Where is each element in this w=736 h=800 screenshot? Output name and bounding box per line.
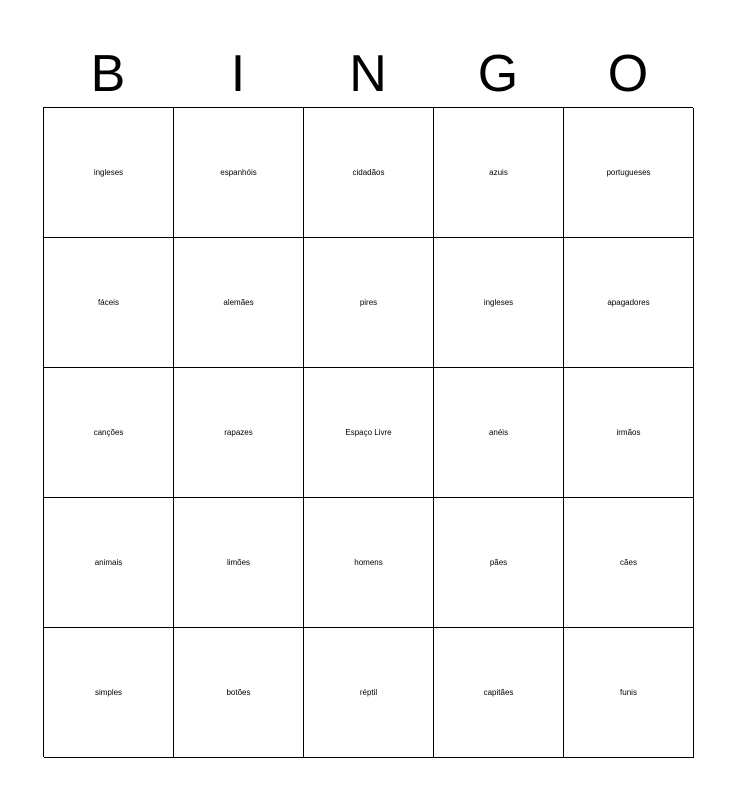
bingo-cell: espanhóis — [174, 108, 304, 238]
bingo-cell: capitães — [434, 628, 564, 758]
bingo-cell: anéis — [434, 368, 564, 498]
bingo-cell: réptil — [304, 628, 434, 758]
header-letter-o: O — [607, 45, 649, 103]
bingo-cell: ingleses — [434, 238, 564, 368]
bingo-cell: cidadãos — [304, 108, 434, 238]
bingo-cell: irmãos — [564, 368, 694, 498]
bingo-cell: animais — [44, 498, 174, 628]
bingo-cell: portugueses — [564, 108, 694, 238]
bingo-card-grid — [43, 107, 693, 757]
bingo-cell: funis — [564, 628, 694, 758]
bingo-cell: pães — [434, 498, 564, 628]
bingo-cell: homens — [304, 498, 434, 628]
bingo-cell: canções — [44, 368, 174, 498]
bingo-cell: pires — [304, 238, 434, 368]
free-space-cell: Espaço Livre — [304, 368, 434, 498]
header-letter-b: B — [90, 45, 126, 103]
bingo-header — [43, 44, 693, 104]
bingo-cell: alemães — [174, 238, 304, 368]
bingo-cell: fáceis — [44, 238, 174, 368]
bingo-cell: azuis — [434, 108, 564, 238]
header-letter-g: G — [477, 45, 519, 103]
header-letter-i: I — [230, 45, 246, 103]
bingo-cell: limões — [174, 498, 304, 628]
bingo-cell: simples — [44, 628, 174, 758]
bingo-cell: botões — [174, 628, 304, 758]
header-letter-n: N — [349, 45, 387, 103]
bingo-cell: apagadores — [564, 238, 694, 368]
bingo-cell: ingleses — [44, 108, 174, 238]
bingo-cell: rapazes — [174, 368, 304, 498]
bingo-cell: cães — [564, 498, 694, 628]
